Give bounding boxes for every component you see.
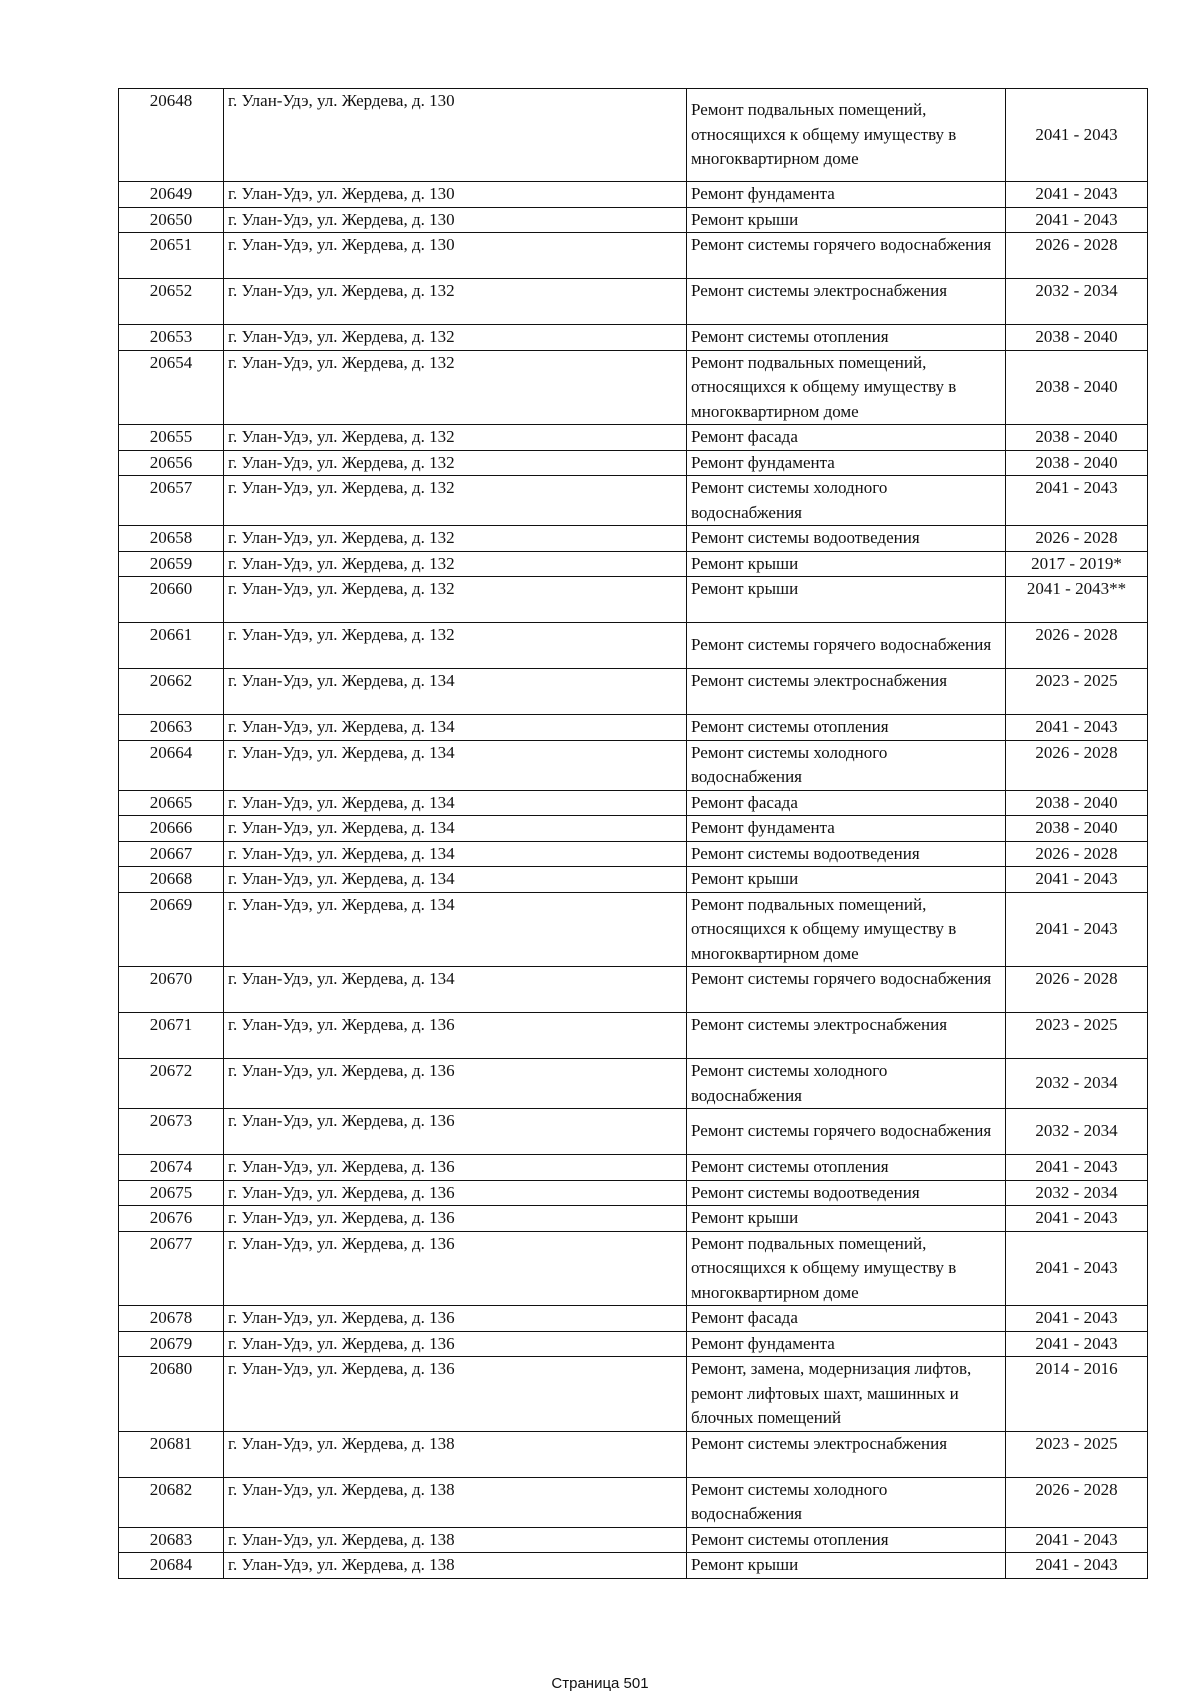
work-type-cell: Ремонт системы холодного водоснабжения (687, 740, 1006, 790)
row-id-cell: 20665 (119, 790, 224, 816)
address-cell: г. Улан-Удэ, ул. Жердева, д. 132 (224, 551, 687, 577)
address-cell: г. Улан-Удэ, ул. Жердева, д. 132 (224, 577, 687, 623)
period-cell: 2041 - 2043 (1006, 1527, 1148, 1553)
period-cell: 2017 - 2019* (1006, 551, 1148, 577)
work-type-cell: Ремонт системы отопления (687, 1155, 1006, 1181)
address-cell: г. Улан-Удэ, ул. Жердева, д. 134 (224, 892, 687, 967)
row-id-cell: 20650 (119, 207, 224, 233)
row-id-cell: 20663 (119, 715, 224, 741)
address-cell: г. Улан-Удэ, ул. Жердева, д. 134 (224, 967, 687, 1013)
row-id-cell: 20681 (119, 1431, 224, 1477)
table-row (119, 207, 1148, 233)
period-cell: 2041 - 2043 (1006, 715, 1148, 741)
work-type-cell: Ремонт крыши (687, 1553, 1006, 1579)
work-type-cell: Ремонт системы электроснабжения (687, 669, 1006, 715)
period-cell: 2026 - 2028 (1006, 1477, 1148, 1527)
address-cell: г. Улан-Удэ, ул. Жердева, д. 134 (224, 715, 687, 741)
address-cell: г. Улан-Удэ, ул. Жердева, д. 132 (224, 476, 687, 526)
row-id-cell: 20664 (119, 740, 224, 790)
row-id-cell: 20669 (119, 892, 224, 967)
work-type-cell: Ремонт системы электроснабжения (687, 1013, 1006, 1059)
table-row (119, 1013, 1148, 1059)
work-type-cell: Ремонт системы отопления (687, 325, 1006, 351)
period-cell: 2026 - 2028 (1006, 526, 1148, 552)
work-type-cell: Ремонт подвальных помещений, относящихся к общему имуществу в многоквартирном доме (687, 350, 1006, 425)
address-cell: г. Улан-Удэ, ул. Жердева, д. 132 (224, 425, 687, 451)
table-row (119, 1431, 1148, 1477)
table-row (119, 577, 1148, 623)
address-cell: г. Улан-Удэ, ул. Жердева, д. 136 (224, 1109, 687, 1155)
period-cell: 2041 - 2043 (1006, 476, 1148, 526)
row-id-cell: 20675 (119, 1180, 224, 1206)
page-number: Страница 501 (551, 1675, 649, 1692)
row-id-cell: 20661 (119, 623, 224, 669)
work-type-cell: Ремонт системы холодного водоснабжения (687, 1477, 1006, 1527)
row-id-cell: 20682 (119, 1477, 224, 1527)
work-type-cell: Ремонт системы горячего водоснабжения (687, 233, 1006, 279)
row-id-cell: 20658 (119, 526, 224, 552)
period-cell: 2038 - 2040 (1006, 790, 1148, 816)
address-cell: г. Улан-Удэ, ул. Жердева, д. 134 (224, 867, 687, 893)
table-row (119, 1155, 1148, 1181)
row-id-cell: 20648 (119, 89, 224, 182)
table-row (119, 1527, 1148, 1553)
address-cell: г. Улан-Удэ, ул. Жердева, д. 136 (224, 1231, 687, 1306)
period-cell: 2038 - 2040 (1006, 450, 1148, 476)
table-row (119, 450, 1148, 476)
work-type-cell: Ремонт системы водоотведения (687, 526, 1006, 552)
period-cell: 2038 - 2040 (1006, 325, 1148, 351)
period-cell: 2032 - 2034 (1006, 1180, 1148, 1206)
work-type-cell: Ремонт фундамента (687, 1331, 1006, 1357)
period-cell: 2041 - 2043** (1006, 577, 1148, 623)
table-row (119, 325, 1148, 351)
period-cell: 2041 - 2043 (1006, 89, 1148, 182)
work-type-cell: Ремонт крыши (687, 1206, 1006, 1232)
address-cell: г. Улан-Удэ, ул. Жердева, д. 136 (224, 1013, 687, 1059)
table-row (119, 425, 1148, 451)
period-cell: 2041 - 2043 (1006, 207, 1148, 233)
work-type-cell: Ремонт крыши (687, 207, 1006, 233)
period-cell: 2041 - 2043 (1006, 892, 1148, 967)
address-cell: г. Улан-Удэ, ул. Жердева, д. 134 (224, 740, 687, 790)
row-id-cell: 20668 (119, 867, 224, 893)
period-cell: 2032 - 2034 (1006, 279, 1148, 325)
table-row (119, 233, 1148, 279)
table-row (119, 867, 1148, 893)
table-row (119, 1477, 1148, 1527)
address-cell: г. Улан-Удэ, ул. Жердева, д. 136 (224, 1306, 687, 1332)
table-row (119, 526, 1148, 552)
capital-repair-table (118, 88, 1148, 1579)
address-cell: г. Улан-Удэ, ул. Жердева, д. 134 (224, 790, 687, 816)
address-cell: г. Улан-Удэ, ул. Жердева, д. 136 (224, 1206, 687, 1232)
row-id-cell: 20680 (119, 1357, 224, 1432)
table-row (119, 841, 1148, 867)
address-cell: г. Улан-Удэ, ул. Жердева, д. 132 (224, 350, 687, 425)
period-cell: 2041 - 2043 (1006, 867, 1148, 893)
address-cell: г. Улан-Удэ, ул. Жердева, д. 138 (224, 1477, 687, 1527)
table-row (119, 623, 1148, 669)
work-type-cell: Ремонт фасада (687, 1306, 1006, 1332)
address-cell: г. Улан-Удэ, ул. Жердева, д. 136 (224, 1331, 687, 1357)
table-row (119, 350, 1148, 425)
period-cell: 2026 - 2028 (1006, 233, 1148, 279)
period-cell: 2041 - 2043 (1006, 182, 1148, 208)
work-type-cell: Ремонт крыши (687, 577, 1006, 623)
work-type-cell: Ремонт системы электроснабжения (687, 1431, 1006, 1477)
row-id-cell: 20684 (119, 1553, 224, 1579)
work-type-cell: Ремонт системы водоотведения (687, 841, 1006, 867)
period-cell: 2041 - 2043 (1006, 1206, 1148, 1232)
row-id-cell: 20660 (119, 577, 224, 623)
address-cell: г. Улан-Удэ, ул. Жердева, д. 132 (224, 325, 687, 351)
work-type-cell: Ремонт системы холодного водоснабжения (687, 1059, 1006, 1109)
period-cell: 2026 - 2028 (1006, 841, 1148, 867)
address-cell: г. Улан-Удэ, ул. Жердева, д. 136 (224, 1180, 687, 1206)
table-row (119, 1180, 1148, 1206)
address-cell: г. Улан-Удэ, ул. Жердева, д. 130 (224, 182, 687, 208)
period-cell: 2023 - 2025 (1006, 1431, 1148, 1477)
table-row (119, 551, 1148, 577)
work-type-cell: Ремонт фундамента (687, 182, 1006, 208)
address-cell: г. Улан-Удэ, ул. Жердева, д. 136 (224, 1155, 687, 1181)
period-cell: 2032 - 2034 (1006, 1059, 1148, 1109)
address-cell: г. Улан-Удэ, ул. Жердева, д. 138 (224, 1553, 687, 1579)
row-id-cell: 20672 (119, 1059, 224, 1109)
work-type-cell: Ремонт подвальных помещений, относящихся к общему имуществу в многоквартирном доме (687, 892, 1006, 967)
table-row (119, 1059, 1148, 1109)
table-row (119, 816, 1148, 842)
row-id-cell: 20656 (119, 450, 224, 476)
period-cell: 2041 - 2043 (1006, 1553, 1148, 1579)
work-type-cell: Ремонт системы водоотведения (687, 1180, 1006, 1206)
work-type-cell: Ремонт подвальных помещений, относящихся к общему имуществу в многоквартирном доме (687, 89, 1006, 182)
row-id-cell: 20679 (119, 1331, 224, 1357)
address-cell: г. Улан-Удэ, ул. Жердева, д. 136 (224, 1357, 687, 1432)
address-cell: г. Улан-Удэ, ул. Жердева, д. 138 (224, 1527, 687, 1553)
period-cell: 2041 - 2043 (1006, 1306, 1148, 1332)
row-id-cell: 20662 (119, 669, 224, 715)
row-id-cell: 20654 (119, 350, 224, 425)
work-type-cell: Ремонт системы отопления (687, 1527, 1006, 1553)
period-cell: 2041 - 2043 (1006, 1155, 1148, 1181)
row-id-cell: 20670 (119, 967, 224, 1013)
row-id-cell: 20677 (119, 1231, 224, 1306)
period-cell: 2041 - 2043 (1006, 1331, 1148, 1357)
work-type-cell: Ремонт системы горячего водоснабжения (687, 1109, 1006, 1155)
table-row (119, 182, 1148, 208)
table-row (119, 1109, 1148, 1155)
period-cell: 2023 - 2025 (1006, 1013, 1148, 1059)
address-cell: г. Улан-Удэ, ул. Жердева, д. 138 (224, 1431, 687, 1477)
work-type-cell: Ремонт крыши (687, 867, 1006, 893)
row-id-cell: 20676 (119, 1206, 224, 1232)
table-row (119, 669, 1148, 715)
row-id-cell: 20655 (119, 425, 224, 451)
table-row (119, 1553, 1148, 1579)
table-row (119, 740, 1148, 790)
row-id-cell: 20671 (119, 1013, 224, 1059)
work-type-cell: Ремонт системы горячего водоснабжения (687, 623, 1006, 669)
period-cell: 2032 - 2034 (1006, 1109, 1148, 1155)
address-cell: г. Улан-Удэ, ул. Жердева, д. 132 (224, 450, 687, 476)
period-cell: 2026 - 2028 (1006, 623, 1148, 669)
table-row (119, 790, 1148, 816)
period-cell: 2014 - 2016 (1006, 1357, 1148, 1432)
row-id-cell: 20659 (119, 551, 224, 577)
work-type-cell: Ремонт фасада (687, 425, 1006, 451)
period-cell: 2038 - 2040 (1006, 350, 1148, 425)
address-cell: г. Улан-Удэ, ул. Жердева, д. 132 (224, 526, 687, 552)
table-row (119, 279, 1148, 325)
row-id-cell: 20657 (119, 476, 224, 526)
table-row (119, 1357, 1148, 1432)
period-cell: 2038 - 2040 (1006, 425, 1148, 451)
work-type-cell: Ремонт, замена, модернизация лифтов, ремонт лифтовых шахт, машинных и блочных помещений (687, 1357, 1006, 1432)
row-id-cell: 20674 (119, 1155, 224, 1181)
table-row (119, 892, 1148, 967)
row-id-cell: 20652 (119, 279, 224, 325)
period-cell: 2026 - 2028 (1006, 967, 1148, 1013)
work-type-cell: Ремонт фасада (687, 790, 1006, 816)
table-row (119, 1206, 1148, 1232)
address-cell: г. Улан-Удэ, ул. Жердева, д. 130 (224, 207, 687, 233)
table-row (119, 476, 1148, 526)
row-id-cell: 20678 (119, 1306, 224, 1332)
row-id-cell: 20653 (119, 325, 224, 351)
row-id-cell: 20651 (119, 233, 224, 279)
work-type-cell: Ремонт системы холодного водоснабжения (687, 476, 1006, 526)
work-type-cell: Ремонт системы электроснабжения (687, 279, 1006, 325)
work-type-cell: Ремонт крыши (687, 551, 1006, 577)
work-type-cell: Ремонт подвальных помещений, относящихся к общему имуществу в многоквартирном доме (687, 1231, 1006, 1306)
row-id-cell: 20666 (119, 816, 224, 842)
table-row (119, 967, 1148, 1013)
address-cell: г. Улан-Удэ, ул. Жердева, д. 134 (224, 816, 687, 842)
period-cell: 2026 - 2028 (1006, 740, 1148, 790)
row-id-cell: 20683 (119, 1527, 224, 1553)
address-cell: г. Улан-Удэ, ул. Жердева, д. 132 (224, 279, 687, 325)
address-cell: г. Улан-Удэ, ул. Жердева, д. 134 (224, 841, 687, 867)
address-cell: г. Улан-Удэ, ул. Жердева, д. 136 (224, 1059, 687, 1109)
table-row (119, 1231, 1148, 1306)
table-row (119, 715, 1148, 741)
work-type-cell: Ремонт системы отопления (687, 715, 1006, 741)
period-cell: 2023 - 2025 (1006, 669, 1148, 715)
table-row (119, 89, 1148, 182)
address-cell: г. Улан-Удэ, ул. Жердева, д. 134 (224, 669, 687, 715)
work-type-cell: Ремонт системы горячего водоснабжения (687, 967, 1006, 1013)
work-type-cell: Ремонт фундамента (687, 450, 1006, 476)
row-id-cell: 20667 (119, 841, 224, 867)
period-cell: 2038 - 2040 (1006, 816, 1148, 842)
address-cell: г. Улан-Удэ, ул. Жердева, д. 130 (224, 89, 687, 182)
period-cell: 2041 - 2043 (1006, 1231, 1148, 1306)
work-type-cell: Ремонт фундамента (687, 816, 1006, 842)
table-body (119, 89, 1148, 1579)
address-cell: г. Улан-Удэ, ул. Жердева, д. 132 (224, 623, 687, 669)
row-id-cell: 20673 (119, 1109, 224, 1155)
address-cell: г. Улан-Удэ, ул. Жердева, д. 130 (224, 233, 687, 279)
table-row (119, 1331, 1148, 1357)
table-row (119, 1306, 1148, 1332)
row-id-cell: 20649 (119, 182, 224, 208)
